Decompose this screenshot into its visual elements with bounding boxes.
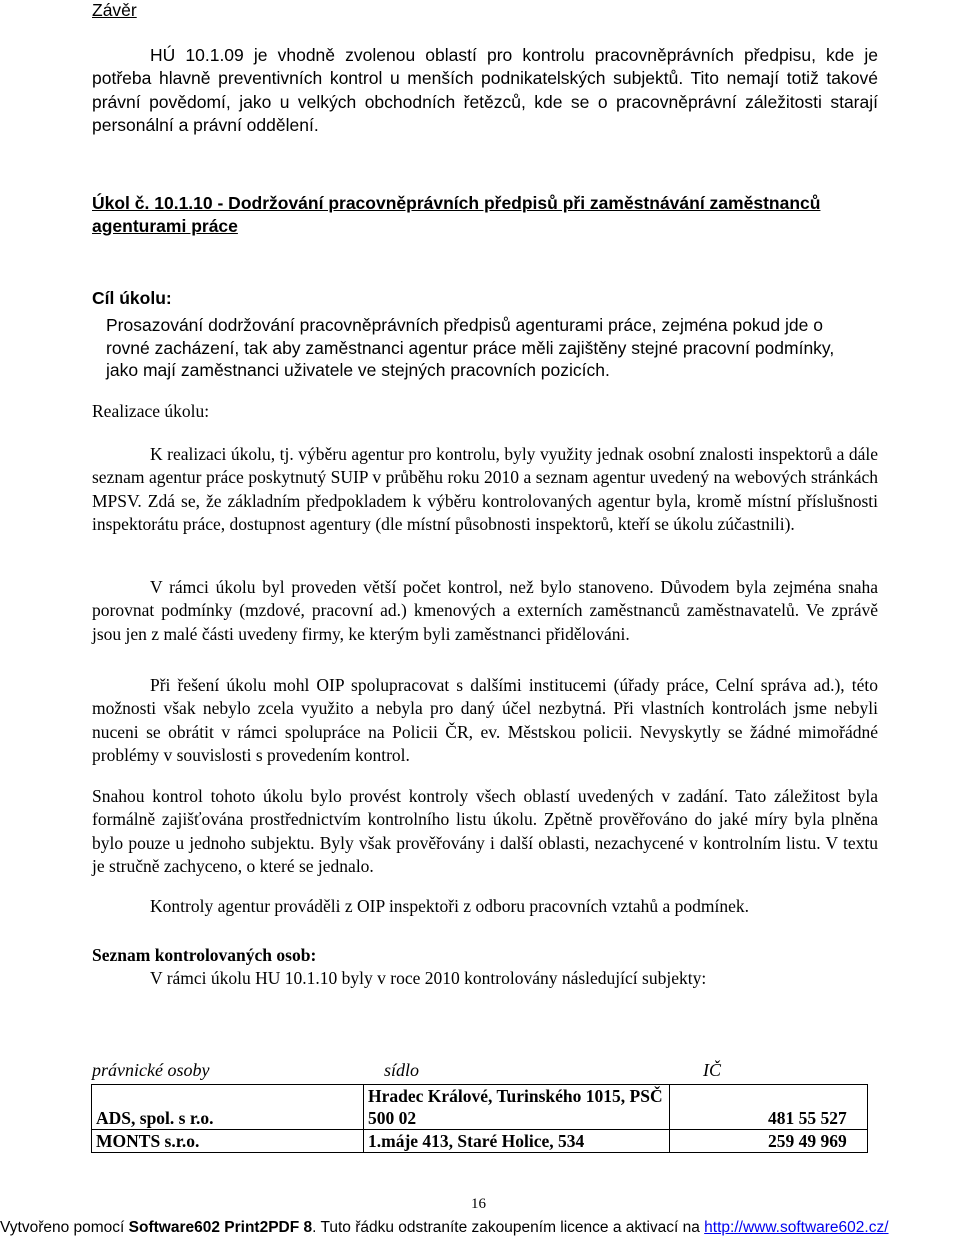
footer-product: Software602 Print2PDF 8 bbox=[128, 1219, 313, 1236]
table-row bbox=[92, 1085, 868, 1130]
footer-link[interactable]: http://www.software602.cz/ bbox=[704, 1219, 889, 1236]
subjects-table bbox=[91, 1084, 868, 1153]
cell-seat: Hradec Králové, Turinského 1015, PSČ 500 02 bbox=[364, 1085, 670, 1130]
cell-name: ADS, spol. s r.o. bbox=[92, 1085, 364, 1130]
inspectors-paragraph: Kontroly agentur prováděli z OIP inspektoři z odboru pracovních vztahů a podmínek. bbox=[150, 896, 750, 916]
realization-heading: Realizace úkolu: bbox=[92, 401, 210, 421]
list-intro: V rámci úkolu HU 10.1.10 byly v roce 2010 kontrolovány následující subjekty: bbox=[150, 968, 707, 988]
column-header-name: právnické osoby bbox=[92, 1060, 210, 1080]
cell-ic: 259 49 969 bbox=[670, 1130, 868, 1153]
realization-paragraph: K realizaci úkolu, tj. výběru agentur pro kontrolu, byly využity jednak osobní znalosti inspektorů a dále seznam agentur práce poskytnutý SUIP v průběhu roku 2010 a seznam agentur uvedený na webových stránkách MPSV. Zdá se, že základním předpokladem k výběru kontrolovaných agentur byla, kromě místní příslušnosti inspektorátu práce, dostupnost agentury (dle místní působnosti inspektorů, kteří se úkolu zúčastnili). bbox=[92, 444, 878, 534]
cell-ic: 481 55 527 bbox=[670, 1085, 868, 1130]
column-header-seat: sídlo bbox=[384, 1060, 420, 1080]
task-title: Úkol č. 10.1.10 - Dodržování pracovněprávních předpisů při zaměstnávání zaměstnanců agenturami práce bbox=[92, 193, 821, 236]
column-header-ic: IČ bbox=[703, 1060, 721, 1080]
cooperation-paragraph: Při řešení úkolu mohl OIP spolupracovat s dalšími institucemi (úřady práce, Celní správa ad.), této možnosti však nebylo zcela využito a nebyla pro daný účel nezbytná. Při vlastních kontrolách jsme nebyli nuceni se obrátit v rámci spolupráce na Policii ČR, ev. Městskou policii. Nevyskytly se žádné mimořádné problémy v souvislosti s provedením kontrol. bbox=[92, 675, 878, 765]
conclusion-paragraph: HÚ 10.1.09 je vhodně zvolenou oblastí pro kontrolu pracovněprávních předpisu, kde je potřeba hlavně preventivních kontrol u menších podnikatelských subjektů. Tito nemají totiž takové právní povědomí, jako u velkých obchodních řetězců, kde se o pracovněprávní záležitosti starají personální a právní oddělení. bbox=[92, 45, 878, 135]
cell-seat: 1.máje 413, Staré Holice, 534 bbox=[364, 1130, 670, 1153]
effort-paragraph: Snahou kontrol tohoto úkolu bylo provést kontroly všech oblastí uvedených v zadání. Tato záležitost byla formálně zajišťována prostřednictvím kontrolního listu úkolu. Zpětně prověřováno do jaké míry byla plněna bylo pouze u jednoho subjektu. Byly však prověřovány i další oblasti, nezachycené v kontrolním listu. V textu je stručně zachyceno, o které se jednalo. bbox=[92, 786, 878, 876]
more-checks-paragraph: V rámci úkolu byl proveden větší počet kontrol, než bylo stanoveno. Důvodem byla zejména snaha porovnat podmínky (mzdové, pracovní ad.) kmenových a externích zaměstnanců zaměstnavatelů. Ve zprávě jsou jen z malé části uvedeny firmy, ke kterým byli zaměstnanci přidělováni. bbox=[92, 577, 878, 644]
goal-text: Prosazování dodržování pracovněprávních předpisů agenturami práce, zejména pokud jde o rovné zacházení, tak aby zaměstnanci agentur práce měli zajištěny stejné pracovní podmínky, jako mají zaměstnanci uživatele ve stejných pracovních pozicích. bbox=[106, 315, 835, 380]
list-heading: Seznam kontrolovaných osob: bbox=[92, 945, 317, 965]
table-row bbox=[92, 1130, 868, 1153]
goal-heading: Cíl úkolu: bbox=[92, 288, 172, 308]
footer-middle: . Tuto řádku odstraníte zakoupením licence a aktivací na bbox=[312, 1219, 705, 1236]
footer-banner bbox=[0, 1219, 960, 1237]
conclusion-heading: Závěr bbox=[92, 0, 137, 20]
footer-prefix: Vytvořeno pomocí bbox=[0, 1219, 129, 1236]
page-number: 16 bbox=[471, 1196, 486, 1212]
cell-name: MONTS s.r.o. bbox=[92, 1130, 364, 1153]
